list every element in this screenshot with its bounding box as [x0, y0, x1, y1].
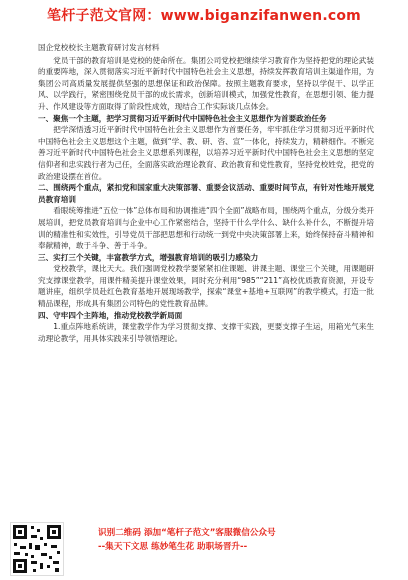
doc-title: 国企党校校长主题教育研讨发言材料 [38, 43, 160, 52]
qr-code-graphic [11, 523, 63, 575]
footer-text [98, 526, 398, 554]
section-body-3: 党校教学，课比天大。我们强调党校教学要紧紧扣住课题、讲课主题、课堂三个关键，用课题研究支撑课堂教学，用课件精美提升课堂效果，同时充分利用“985”“211”高校优质教育资源，开设专题讲座，组织学员赴红色教育基地开展现场教学，探索“课堂+基地+互联网”的教学模式，打造一批精品课程，形成具有集团公司特色的党性教育品牌。 [38, 264, 374, 309]
section-body-4: 1.重点阵地系统讲，课堂教学作为学习贯彻支撑、支撑干实践，更要支撑子生运，用箱光气来生动理论教学，用具体实践来引导领悟理论。 [38, 322, 374, 343]
section-body-1: 把学深悟透习近平新时代中国特色社会主义思想作为首要任务，牢牢抓住学习贯彻习近平新时代中国特色社会主义思想这个主题，做到“学、教、研、咨、宣”一体化，持续发力，精耕细作。不断完善习近平新时代中国特色社会主义思想系列课程，以培养习近平新时代中国特色社会主义思想的坚定信仰者和忠实践行者为己任，全面落实政治理论教育、政治教育和党性教育，坚持党校姓党，把党的政治建设摆在首位。 [38, 125, 374, 181]
section-heading-2: 二、围绕两个重点，紧扣党和国家重大决策部署、重要会议活动、重要时间节点，有针对性地开展党员教育培训 [38, 183, 374, 204]
qr-code-icon[interactable] [10, 522, 64, 576]
section-body-2: 看眼统筹推进“五位一体”总体布局和协调推进“四个全面”战略布局，围绕两个重点，分级分类开展培训，把党员教育培训与企业中心工作紧密结合，坚持干什么学什么、缺什么补什么，不断提升培训的精准性和实效性，引导党员干部把思想和行动统一到党中央决策部署上来，始终保持奋斗精神和奉献精神，敢于斗争、善于斗争。 [38, 206, 374, 251]
site-banner: 笔杆子范文官网：www.biganzifanwen.com [47, 8, 361, 24]
footer-line-2: --集天下文思 练妙笔生花 助职场晋升-- [98, 542, 248, 552]
intro-paragraph: 党员干部的教育培训是党校的使命所在。集团公司党校把继续学习教育作为坚持把党的理论武装的重要阵地，深入贯彻落实习近平新时代中国特色社会主义思想，持续发挥教育培训主渠道作用，为集团公司高质量发展提供坚强的思想保证和政治保障。按照主题教育要求，坚持以学促干、以学正风、以学践行，紧密围绕党员干部的成长需求，创新培训模式，加强党性教育，在思想引领、能力提升、作风建设等方面取得了阶段性成效，现结合工作实际谈几点体会。 [38, 55, 374, 111]
document-body [38, 42, 374, 344]
section-heading-3: 三、实打三个关键，丰富教学方式，增强教育培训的吸引力感染力 [38, 252, 259, 262]
section-heading-4: 四、守牢四个主阵地，推动党校教学新局面 [38, 310, 183, 320]
footer [0, 522, 408, 576]
section-heading-1: 一、聚焦一个主题，把学习贯彻习近平新时代中国特色社会主义思想作为首要政治任务 [38, 113, 327, 123]
footer-line-1: 识别二维码 添加“笔杆子范文”客服微信公众号 [98, 528, 276, 538]
